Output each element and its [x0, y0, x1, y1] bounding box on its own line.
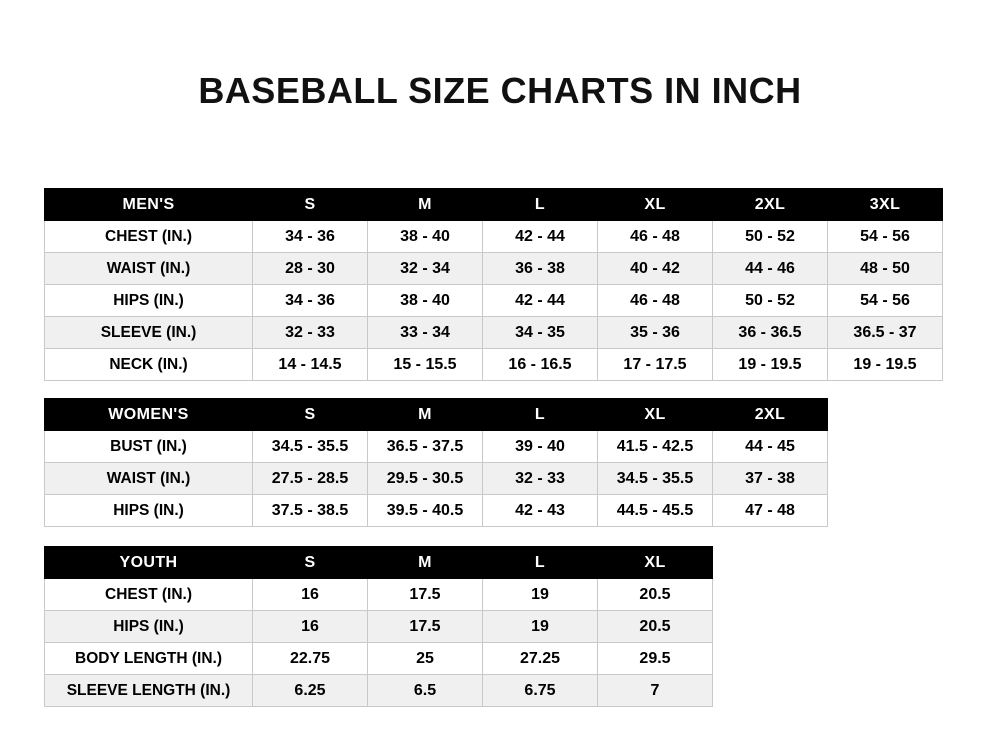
table-cell: 17.5 [368, 579, 483, 611]
row-label: SLEEVE (IN.) [45, 317, 253, 349]
row-label: BUST (IN.) [45, 431, 253, 463]
column-header: MEN'S [45, 189, 253, 221]
table-cell: 37 - 38 [713, 463, 828, 495]
table-cell: 34.5 - 35.5 [253, 431, 368, 463]
column-header: M [368, 189, 483, 221]
table-cell: 19 [483, 579, 598, 611]
table-row [45, 221, 943, 253]
column-header: S [253, 547, 368, 579]
table-cell: 50 - 52 [713, 221, 828, 253]
table-row [45, 431, 828, 463]
row-label: HIPS (IN.) [45, 495, 253, 527]
row-label: NECK (IN.) [45, 349, 253, 381]
table-cell: 7 [598, 675, 713, 707]
table-row [45, 495, 828, 527]
table-cell: 41.5 - 42.5 [598, 431, 713, 463]
column-header: M [368, 547, 483, 579]
table-cell: 39 - 40 [483, 431, 598, 463]
table-cell: 32 - 34 [368, 253, 483, 285]
table-cell: 6.5 [368, 675, 483, 707]
column-header: XL [598, 399, 713, 431]
column-header: 2XL [713, 189, 828, 221]
table-cell: 6.75 [483, 675, 598, 707]
row-label: CHEST (IN.) [45, 579, 253, 611]
table-cell: 36.5 - 37 [828, 317, 943, 349]
column-header: YOUTH [45, 547, 253, 579]
column-header: M [368, 399, 483, 431]
table-cell: 27.5 - 28.5 [253, 463, 368, 495]
table-cell: 19 - 19.5 [828, 349, 943, 381]
table-cell: 36 - 38 [483, 253, 598, 285]
table-cell: 32 - 33 [483, 463, 598, 495]
table-cell: 14 - 14.5 [253, 349, 368, 381]
table-cell: 39.5 - 40.5 [368, 495, 483, 527]
table-cell: 25 [368, 643, 483, 675]
table-cell: 54 - 56 [828, 221, 943, 253]
table-cell: 29.5 - 30.5 [368, 463, 483, 495]
table-cell: 40 - 42 [598, 253, 713, 285]
table-cell: 50 - 52 [713, 285, 828, 317]
row-label: HIPS (IN.) [45, 285, 253, 317]
table-cell: 34.5 - 35.5 [598, 463, 713, 495]
table-cell: 20.5 [598, 579, 713, 611]
page-title: BASEBALL SIZE CHARTS IN INCH [198, 70, 802, 111]
table-row [45, 253, 943, 285]
row-label: WAIST (IN.) [45, 253, 253, 285]
table-cell: 42 - 44 [483, 285, 598, 317]
table-cell: 19 [483, 611, 598, 643]
table-cell: 22.75 [253, 643, 368, 675]
row-label: HIPS (IN.) [45, 611, 253, 643]
table-cell: 29.5 [598, 643, 713, 675]
table-cell: 36 - 36.5 [713, 317, 828, 349]
table-header-row [45, 189, 943, 221]
row-label: CHEST (IN.) [45, 221, 253, 253]
table-cell: 46 - 48 [598, 221, 713, 253]
table-row [45, 579, 713, 611]
table-row [45, 317, 943, 349]
table-cell: 6.25 [253, 675, 368, 707]
table-cell: 36.5 - 37.5 [368, 431, 483, 463]
table-cell: 16 - 16.5 [483, 349, 598, 381]
table-cell: 38 - 40 [368, 285, 483, 317]
youth-size-table [44, 546, 713, 707]
column-header: XL [598, 189, 713, 221]
table-cell: 16 [253, 579, 368, 611]
column-header: L [483, 547, 598, 579]
table-cell: 32 - 33 [253, 317, 368, 349]
column-header: XL [598, 547, 713, 579]
table-cell: 37.5 - 38.5 [253, 495, 368, 527]
table-cell: 48 - 50 [828, 253, 943, 285]
column-header: S [253, 189, 368, 221]
table-cell: 28 - 30 [253, 253, 368, 285]
table-row [45, 643, 713, 675]
column-header: 3XL [828, 189, 943, 221]
table-cell: 34 - 35 [483, 317, 598, 349]
table-cell: 34 - 36 [253, 285, 368, 317]
table-cell: 44.5 - 45.5 [598, 495, 713, 527]
table-cell: 42 - 44 [483, 221, 598, 253]
column-header: WOMEN'S [45, 399, 253, 431]
column-header: L [483, 189, 598, 221]
column-header: L [483, 399, 598, 431]
table-row [45, 611, 713, 643]
column-header: S [253, 399, 368, 431]
table-cell: 17 - 17.5 [598, 349, 713, 381]
table-cell: 16 [253, 611, 368, 643]
table-cell: 54 - 56 [828, 285, 943, 317]
table-cell: 17.5 [368, 611, 483, 643]
table-cell: 44 - 46 [713, 253, 828, 285]
row-label: BODY LENGTH (IN.) [45, 643, 253, 675]
table-row [45, 463, 828, 495]
table-cell: 35 - 36 [598, 317, 713, 349]
table-row [45, 675, 713, 707]
table-header-row [45, 399, 828, 431]
table-cell: 47 - 48 [713, 495, 828, 527]
table-cell: 38 - 40 [368, 221, 483, 253]
mens-size-table [44, 188, 943, 381]
table-cell: 42 - 43 [483, 495, 598, 527]
row-label: WAIST (IN.) [45, 463, 253, 495]
table-cell: 34 - 36 [253, 221, 368, 253]
table-cell: 27.25 [483, 643, 598, 675]
table-cell: 19 - 19.5 [713, 349, 828, 381]
table-row [45, 349, 943, 381]
row-label: SLEEVE LENGTH (IN.) [45, 675, 253, 707]
table-row [45, 285, 943, 317]
table-cell: 15 - 15.5 [368, 349, 483, 381]
table-cell: 44 - 45 [713, 431, 828, 463]
table-cell: 20.5 [598, 611, 713, 643]
column-header: 2XL [713, 399, 828, 431]
table-header-row [45, 547, 713, 579]
table-cell: 46 - 48 [598, 285, 713, 317]
table-cell: 33 - 34 [368, 317, 483, 349]
womens-size-table [44, 398, 828, 527]
